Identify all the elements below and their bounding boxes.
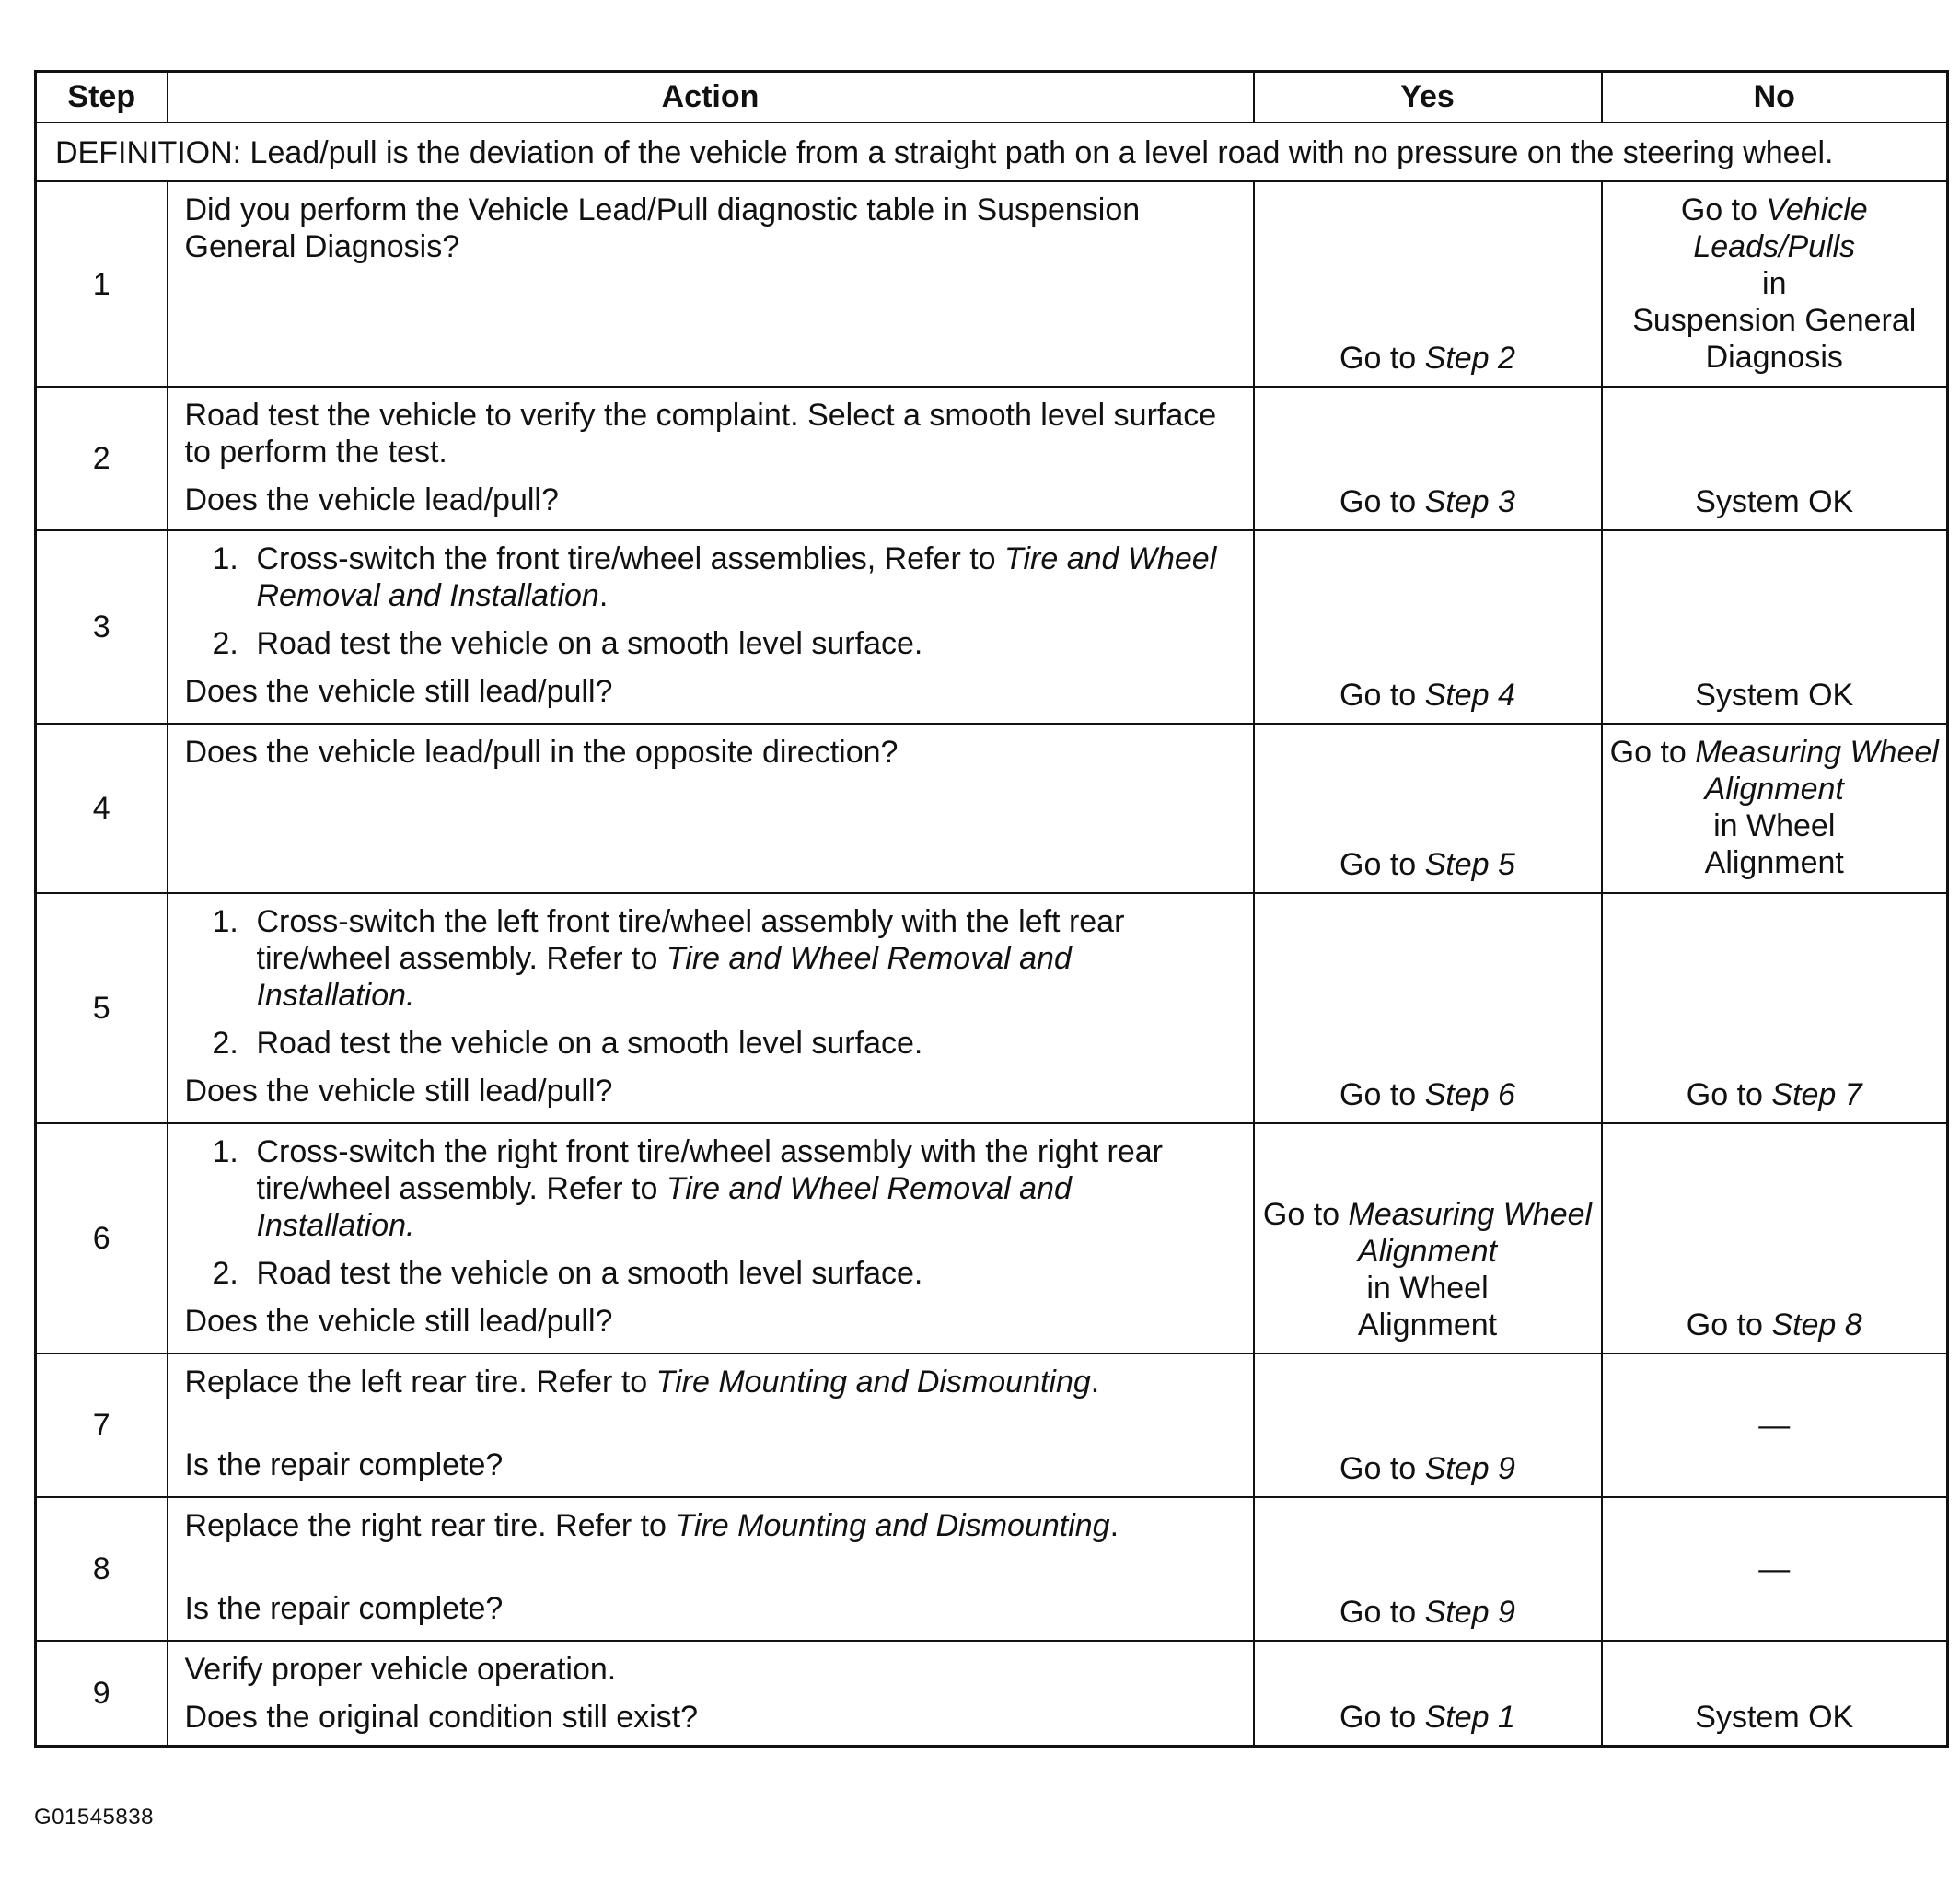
no-in: in bbox=[1762, 266, 1787, 301]
reference-link: Tire Mounting and Dismounting bbox=[655, 1365, 1091, 1400]
table-row bbox=[36, 1353, 1948, 1497]
yes-prefix: Go to bbox=[1262, 1197, 1349, 1232]
yes-step-ref: Step 9 bbox=[1424, 1451, 1515, 1486]
table-row bbox=[36, 724, 1948, 893]
yes-prefix: Go to bbox=[1340, 847, 1425, 882]
header-no: No bbox=[1602, 72, 1948, 123]
yes-section: Alignment bbox=[1357, 1307, 1498, 1342]
no-prefix: Go to bbox=[1686, 1307, 1772, 1342]
yes-cell bbox=[1254, 1353, 1602, 1497]
reference-link: Tire and Wheel Removal and Installation bbox=[256, 541, 1217, 613]
no-prefix: Go to bbox=[1686, 1077, 1772, 1112]
action-cell bbox=[168, 893, 1254, 1123]
step-number: 1 bbox=[36, 181, 168, 387]
action-question: Does the original condition still exist? bbox=[184, 1700, 699, 1735]
yes-prefix: Go to bbox=[1340, 1451, 1425, 1486]
table-row bbox=[36, 387, 1948, 530]
no-cell: System OK bbox=[1602, 1641, 1948, 1747]
table-row bbox=[36, 1641, 1948, 1747]
table-row bbox=[36, 1497, 1948, 1641]
action-cell bbox=[168, 387, 1254, 530]
no-step-ref: Step 8 bbox=[1771, 1307, 1862, 1342]
no-section: Suspension General Diagnosis bbox=[1632, 303, 1917, 375]
step-number: 8 bbox=[36, 1497, 168, 1641]
action-text: Verify proper vehicle operation. bbox=[184, 1652, 617, 1687]
yes-step-ref: Step 9 bbox=[1424, 1595, 1515, 1630]
yes-step-ref: Step 5 bbox=[1424, 847, 1515, 882]
yes-prefix: Go to bbox=[1340, 341, 1425, 376]
action-text: Road test the vehicle to verify the complaint. Select a smooth level surface to perform the test. bbox=[184, 398, 1217, 470]
yes-prefix: Go to bbox=[1340, 1077, 1425, 1112]
yes-cell bbox=[1254, 1123, 1602, 1353]
action-question: Is the repair complete? bbox=[184, 1447, 504, 1482]
action-question: Does the vehicle still lead/pull? bbox=[184, 1074, 613, 1109]
yes-prefix: Go to bbox=[1340, 484, 1425, 519]
definition-text: DEFINITION: Lead/pull is the deviation of the vehicle from a straight path on a level road with no pressure on the steering wheel. bbox=[36, 122, 1948, 181]
diagnostic-table bbox=[34, 70, 1949, 1748]
no-step-ref: Step 7 bbox=[1771, 1077, 1862, 1112]
yes-ref: Measuring Wheel Alignment bbox=[1348, 1197, 1593, 1269]
no-ref: Vehicle Leads/Pulls bbox=[1693, 192, 1868, 264]
diagnostic-table-container bbox=[34, 70, 1946, 1748]
no-prefix: Go to bbox=[1609, 735, 1696, 770]
action-cell: Replace the right rear tire. Refer to Tire Mounting and Dismounting. Is the repair complete? bbox=[168, 1497, 1254, 1641]
substep-2: 2. Road test the vehicle on a smooth level surface. bbox=[212, 1026, 923, 1061]
table-row bbox=[36, 530, 1948, 724]
yes-cell bbox=[1254, 387, 1602, 530]
action-cell bbox=[168, 724, 1254, 893]
no-cell: System OK bbox=[1602, 387, 1948, 530]
no-ref: Measuring Wheel Alignment bbox=[1695, 735, 1939, 807]
yes-prefix: Go to bbox=[1340, 1595, 1425, 1630]
yes-cell bbox=[1254, 724, 1602, 893]
action-cell bbox=[168, 1641, 1254, 1747]
step-number: 6 bbox=[36, 1123, 168, 1353]
yes-step-ref: Step 3 bbox=[1424, 484, 1515, 519]
substep-1: 1. Cross-switch the left front tire/wheel assembly with the left rear tire/wheel assembly. Refer to Tire and Wheel Removal and Installation. bbox=[212, 904, 1125, 1013]
action-cell bbox=[168, 1123, 1254, 1353]
action-cell: Replace the left rear tire. Refer to Tire Mounting and Dismounting. Is the repair complete? bbox=[168, 1353, 1254, 1497]
table-row bbox=[36, 893, 1948, 1123]
yes-prefix: Go to bbox=[1340, 678, 1425, 713]
yes-cell bbox=[1254, 1641, 1602, 1747]
step-number: 5 bbox=[36, 893, 168, 1123]
yes-step-ref: Step 6 bbox=[1424, 1077, 1515, 1112]
yes-in: in Wheel bbox=[1366, 1271, 1489, 1306]
no-section: Alignment bbox=[1704, 845, 1844, 880]
action-cell bbox=[168, 181, 1254, 387]
yes-cell bbox=[1254, 530, 1602, 724]
action-question: Does the vehicle lead/pull? bbox=[184, 482, 559, 517]
action-question: Does the vehicle still lead/pull? bbox=[184, 1304, 613, 1339]
table-row bbox=[36, 181, 1948, 387]
substep-2: 2. Road test the vehicle on a smooth level surface. bbox=[212, 1256, 923, 1291]
reference-link: Tire and Wheel Removal and Installation. bbox=[256, 1171, 1072, 1243]
reference-link: Tire and Wheel Removal and Installation. bbox=[256, 941, 1072, 1013]
yes-cell bbox=[1254, 893, 1602, 1123]
yes-cell bbox=[1254, 181, 1602, 387]
action-question: Does the vehicle still lead/pull? bbox=[184, 674, 613, 709]
substep-1: 1. Cross-switch the front tire/wheel assemblies, Refer to Tire and Wheel Removal and Installation. bbox=[212, 541, 1217, 613]
yes-step-ref: Step 2 bbox=[1424, 341, 1515, 376]
no-cell: System OK bbox=[1602, 530, 1948, 724]
no-cell bbox=[1602, 1123, 1948, 1353]
reference-link: Tire Mounting and Dismounting bbox=[675, 1508, 1110, 1543]
action-text: Did you perform the Vehicle Lead/Pull diagnostic table in Suspension General Diagnosis? bbox=[184, 192, 1141, 264]
header-step: Step bbox=[36, 72, 168, 123]
yes-step-ref: Step 1 bbox=[1424, 1700, 1515, 1735]
figure-id: G01545838 bbox=[34, 1805, 154, 1830]
action-text: Does the vehicle lead/pull in the opposite direction? bbox=[184, 735, 899, 770]
no-prefix: Go to bbox=[1680, 192, 1767, 227]
yes-prefix: Go to bbox=[1340, 1700, 1425, 1735]
no-cell: — bbox=[1602, 1497, 1948, 1641]
header-action: Action bbox=[168, 72, 1254, 123]
step-number: 2 bbox=[36, 387, 168, 530]
action-question: Is the repair complete? bbox=[184, 1591, 504, 1626]
no-cell bbox=[1602, 181, 1948, 387]
no-cell bbox=[1602, 724, 1948, 893]
header-yes: Yes bbox=[1254, 72, 1602, 123]
step-number: 9 bbox=[36, 1641, 168, 1747]
substep-2: 2. Road test the vehicle on a smooth level surface. bbox=[212, 626, 923, 661]
table-header-row bbox=[36, 72, 1948, 123]
step-number: 4 bbox=[36, 724, 168, 893]
no-cell bbox=[1602, 893, 1948, 1123]
step-number: 7 bbox=[36, 1353, 168, 1497]
yes-cell bbox=[1254, 1497, 1602, 1641]
yes-step-ref: Step 4 bbox=[1424, 678, 1515, 713]
step-number: 3 bbox=[36, 530, 168, 724]
substep-1: 1. Cross-switch the right front tire/wheel assembly with the right rear tire/wheel assembly. Refer to Tire and Wheel Removal and Installation. bbox=[212, 1134, 1163, 1243]
no-in: in Wheel bbox=[1713, 808, 1836, 843]
table-row bbox=[36, 1123, 1948, 1353]
definition-row bbox=[36, 122, 1948, 181]
action-cell bbox=[168, 530, 1254, 724]
no-cell: — bbox=[1602, 1353, 1948, 1497]
